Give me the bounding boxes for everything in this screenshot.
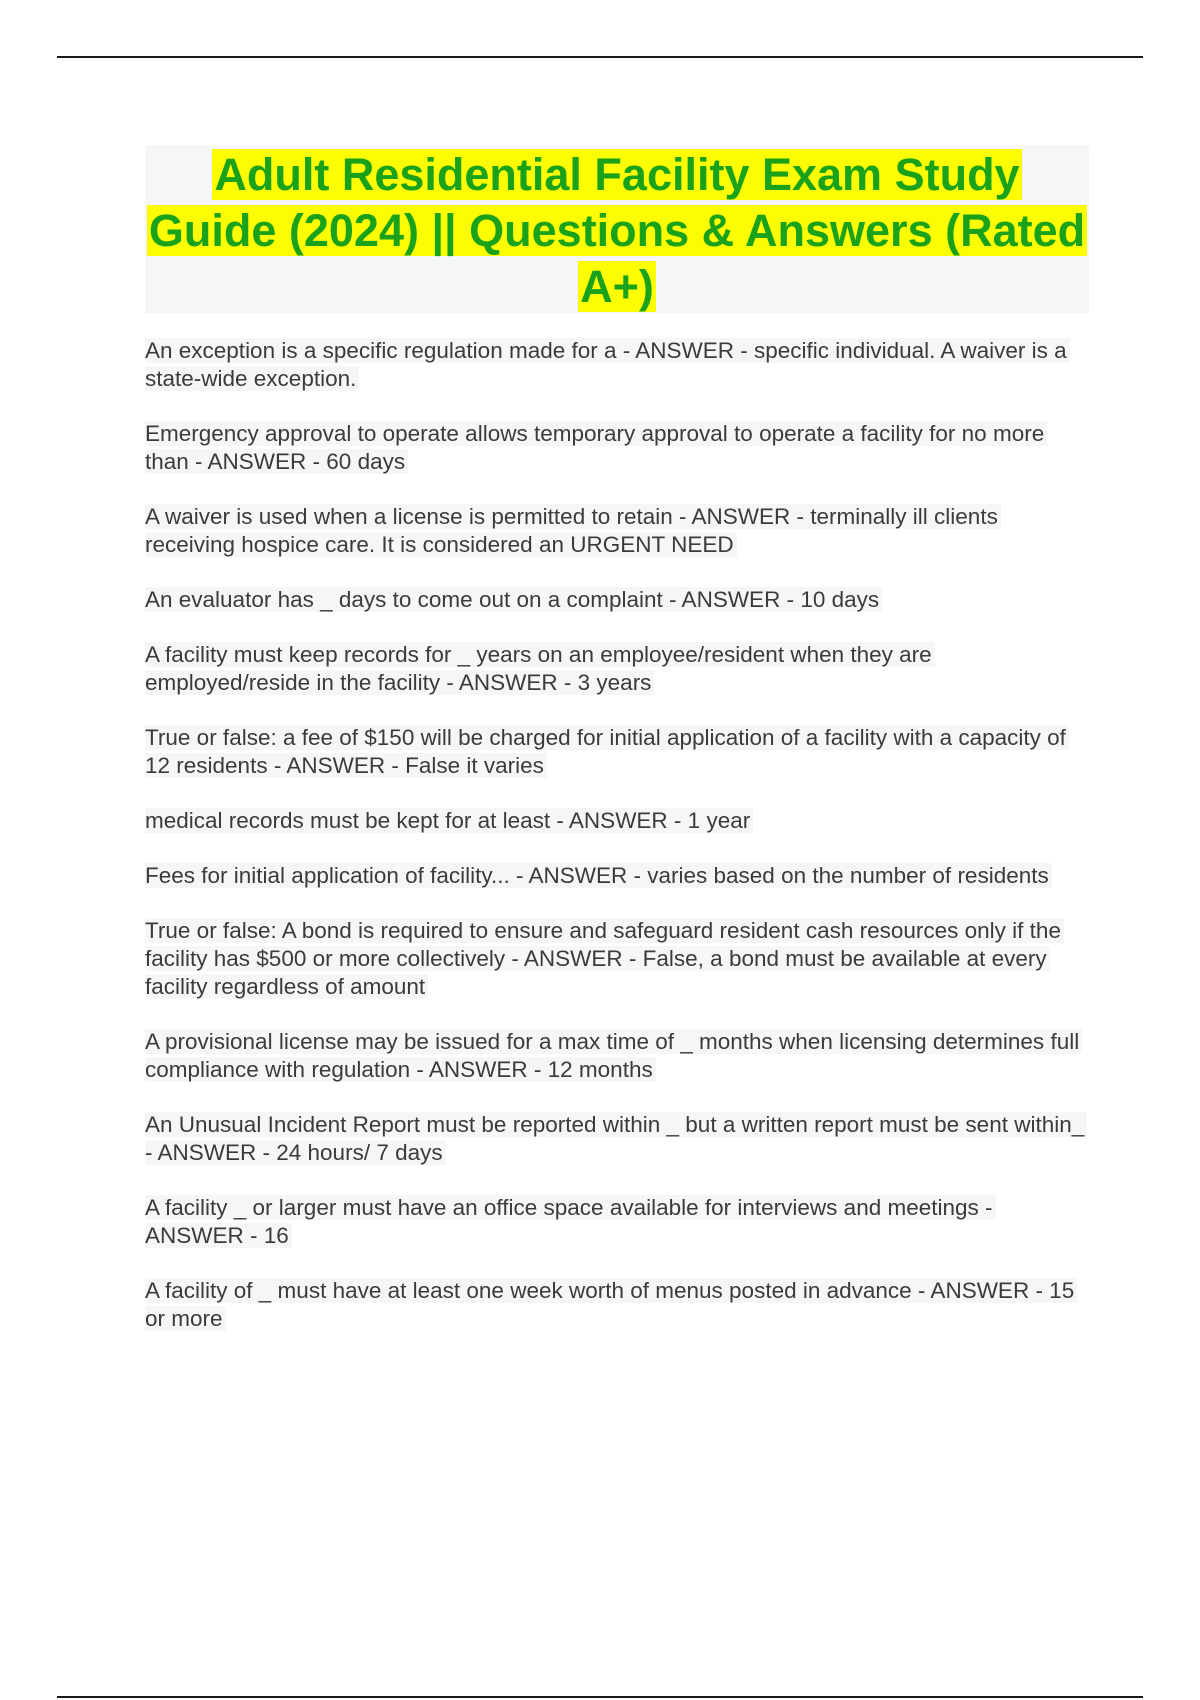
qa-item bbox=[145, 1028, 1089, 1084]
footer-rule bbox=[57, 1696, 1143, 1698]
qa-item bbox=[145, 337, 1089, 393]
qa-text: An exception is a specific regulation made for a - ANSWER - specific individual. A waiver is a state-wide exception. bbox=[145, 338, 1070, 391]
qa-item bbox=[145, 917, 1089, 1001]
qa-text: A facility _ or larger must have an office space available for interviews and meetings - ANSWER - 16 bbox=[145, 1195, 996, 1248]
qa-text: A facility must keep records for _ years on an employee/resident when they are employed/reside in the facility - ANSWER - 3 years bbox=[145, 642, 935, 695]
qa-item bbox=[145, 586, 1089, 614]
title-block bbox=[145, 145, 1089, 313]
header-rule bbox=[57, 56, 1143, 58]
qa-text: Fees for initial application of facility... - ANSWER - varies based on the number of residents bbox=[145, 863, 1052, 888]
qa-text: medical records must be kept for at least - ANSWER - 1 year bbox=[145, 808, 753, 833]
qa-text: A waiver is used when a license is permitted to retain - ANSWER - terminally ill clients receiving hospice care. It is considered an URGENT NEED bbox=[145, 504, 1001, 557]
qa-text: A provisional license may be issued for a max time of _ months when licensing determines full compliance with regulation - ANSWER - 12 months bbox=[145, 1029, 1082, 1082]
qa-item bbox=[145, 641, 1089, 697]
qa-text: An evaluator has _ days to come out on a complaint - ANSWER - 10 days bbox=[145, 587, 882, 612]
qa-item bbox=[145, 1194, 1089, 1250]
qa-item bbox=[145, 420, 1089, 476]
qa-list bbox=[145, 337, 1089, 1360]
qa-item bbox=[145, 1111, 1089, 1167]
qa-text: A facility of _ must have at least one week worth of menus posted in advance - ANSWER - 15 or more bbox=[145, 1278, 1077, 1331]
title-text: Adult Residential Facility Exam Study Guide (2024) || Questions & Answers (Rated A+) bbox=[148, 149, 1086, 312]
qa-item bbox=[145, 862, 1089, 890]
qa-text: Emergency approval to operate allows temporary approval to operate a facility for no more than - ANSWER - 60 days bbox=[145, 421, 1047, 474]
qa-item bbox=[145, 1277, 1089, 1333]
qa-text: An Unusual Incident Report must be reported within _ but a written report must be sent within_ - ANSWER - 24 hours/ 7 days bbox=[145, 1112, 1087, 1165]
qa-item bbox=[145, 503, 1089, 559]
qa-text: True or false: a fee of $150 will be charged for initial application of a facility with a capacity of 12 residents - ANSWER - False it varies bbox=[145, 725, 1069, 778]
qa-text: True or false: A bond is required to ensure and safeguard resident cash resources only if the facility has $500 or more collectively - ANSWER - False, a bond must be available at every facility regardless of amount bbox=[145, 918, 1064, 999]
document-title bbox=[145, 145, 1089, 315]
qa-item bbox=[145, 724, 1089, 780]
qa-item bbox=[145, 807, 1089, 835]
